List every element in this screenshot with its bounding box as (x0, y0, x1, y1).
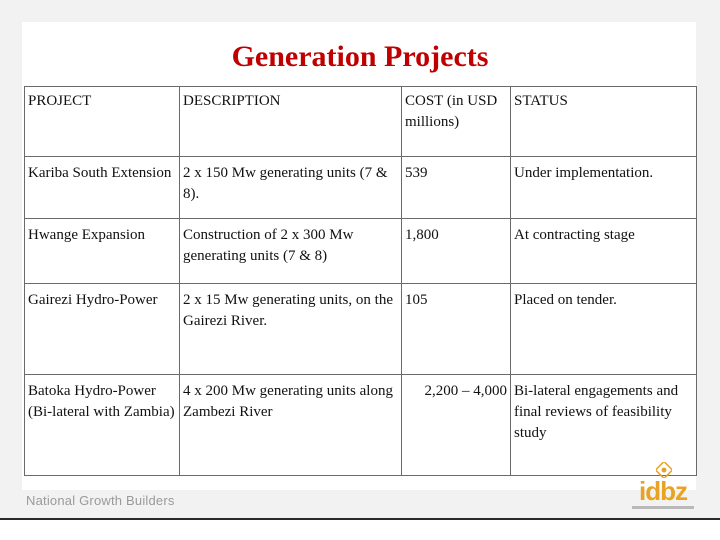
cell-description: Construction of 2 x 300 Mw generating units (7 & 8) (180, 219, 402, 284)
table-row (25, 157, 697, 219)
cell-status: Under implementation. (511, 157, 697, 219)
bottom-divider (0, 518, 720, 520)
projects-table (24, 86, 697, 476)
bottom-band (0, 518, 720, 540)
cell-project: Hwange Expansion (25, 219, 180, 284)
cell-cost: 539 (402, 157, 511, 219)
idbz-logo (632, 462, 694, 514)
header-project: PROJECT (25, 87, 180, 157)
cell-project: Batoka Hydro-Power (Bi-lateral with Zambia) (25, 375, 180, 476)
cell-project: Gairezi Hydro-Power (25, 284, 180, 375)
cell-status: Placed on tender. (511, 284, 697, 375)
cell-cost: 105 (402, 284, 511, 375)
table-header-row (25, 87, 697, 157)
page-title: Generation Projects (231, 40, 489, 73)
cell-status: At contracting stage (511, 219, 697, 284)
cell-cost: 2,200 – 4,000 (402, 375, 511, 476)
table-row (25, 284, 697, 375)
cell-cost: 1,800 (402, 219, 511, 284)
header-description: DESCRIPTION (180, 87, 402, 157)
cell-description: 2 x 150 Mw generating units (7 & 8). (180, 157, 402, 219)
header-status: STATUS (511, 87, 697, 157)
logo-wordmark: idbz (639, 476, 687, 506)
footer-tagline: National Growth Builders (26, 493, 175, 508)
table-row (25, 219, 697, 284)
cell-description: 2 x 15 Mw generating units, on the Gairezi River. (180, 284, 402, 375)
cell-status: Bi-lateral engagements and final reviews of feasibility study (511, 375, 697, 476)
cell-project: Kariba South Extension (25, 157, 180, 219)
cell-description: 4 x 200 Mw generating units along Zambezi River (180, 375, 402, 476)
header-cost: COST (in USD millions) (402, 87, 511, 157)
logo-tagline-bar (632, 506, 694, 509)
table-row (25, 375, 697, 476)
